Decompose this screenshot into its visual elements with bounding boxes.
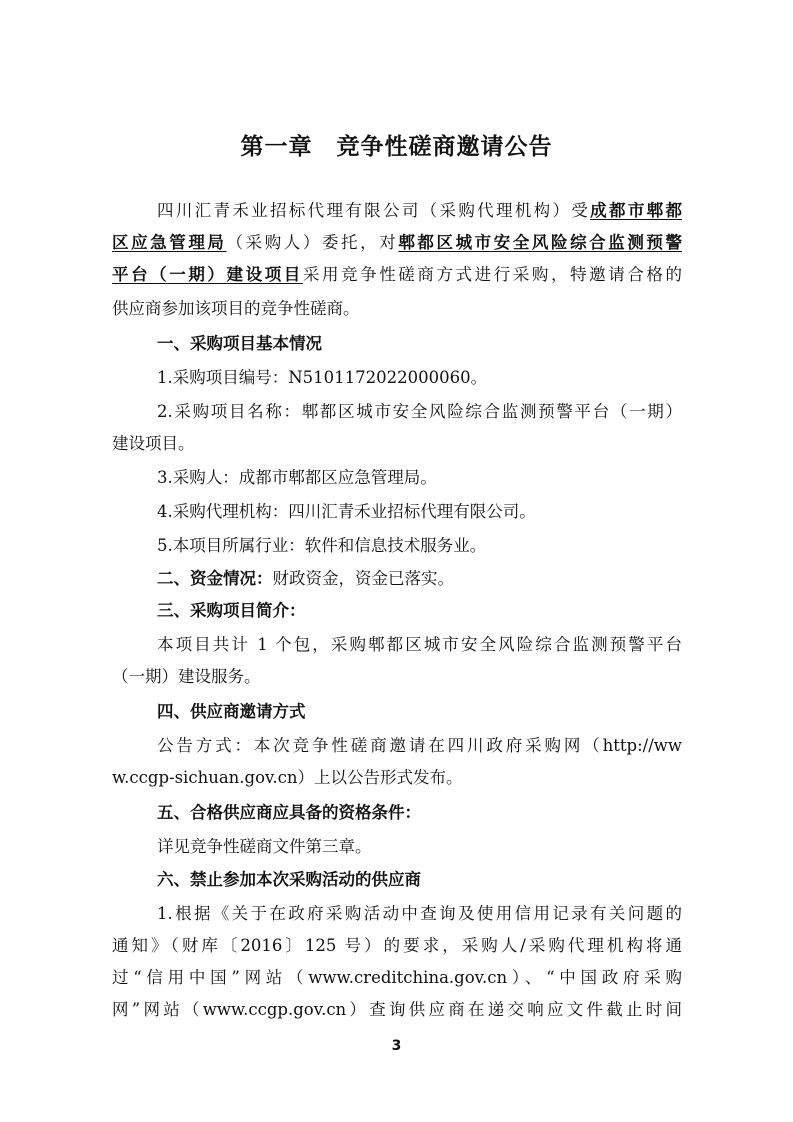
page-number: 3 <box>391 1038 402 1054</box>
intro-text: 四川汇青禾业招标代理有限公司（采购代理机构）受 <box>157 201 591 220</box>
section-text: 公告方式：本次竞争性磋商邀请在四川政府采购网（http://ww <box>157 736 682 755</box>
section-text: 财政资金，资金已落实。 <box>272 569 454 588</box>
section-text: 1.根据《关于在政府采购活动中查询及使用信用记录有关问题的 <box>157 904 682 923</box>
section-text: 详见竞争性磋商文件第三章。 <box>157 837 372 856</box>
list-item: 2.采购项目名称：郫都区城市安全风险综合监测预警平台（一期） <box>157 402 682 421</box>
project-name: 平台（一期）建设项目 <box>112 265 303 284</box>
list-item: 4.采购代理机构：四川汇青禾业招标代理有限公司。 <box>157 502 536 521</box>
intro-line-4: 供应商参加该项目的竞争性磋商。 <box>112 299 360 318</box>
section-heading: 五、合格供应商应具备的资格条件： <box>157 803 421 822</box>
list-item: 5.本项目所属行业：软件和信息技术服务业。 <box>157 536 487 555</box>
section-heading: 二、资金情况： <box>157 569 273 588</box>
section-2-line <box>157 568 682 590</box>
section-heading: 六、禁止参加本次采购活动的供应商 <box>157 870 421 889</box>
section-text: 本项目共计 1 个包，采购郫都区城市安全风险综合监测预警平台 <box>157 635 682 654</box>
section-text: （一期）建设服务。 <box>112 667 261 686</box>
list-item-continued: 建设项目。 <box>112 434 195 453</box>
chapter-title: 第一章 竞争性磋商邀请公告 <box>240 134 553 160</box>
list-item: 3.采购人：成都市郫都区应急管理局。 <box>157 468 437 487</box>
intro-text: 采用竞争性磋商方式进行采购，特邀请合格的 <box>302 265 682 284</box>
section-heading: 三、采购项目简介： <box>157 601 306 620</box>
section-text: 通知》（财库〔2016〕125 号）的要求，采购人/采购代理机构将通 <box>112 936 682 955</box>
intro-line-2 <box>112 232 682 254</box>
intro-line-3 <box>112 264 682 286</box>
intro-line-1 <box>157 200 682 222</box>
section-text: w.ccgp-sichuan.gov.cn）上以公告形式发布。 <box>112 768 463 787</box>
intro-text: （采购人）委托，对 <box>226 233 399 252</box>
section-text: 过“信用中国”网站（www.creditchina.gov.cn）、“中国政府采购 <box>112 968 682 987</box>
section-text: 网”网站（www.ccgp.gov.cn）查询供应商在递交响应文件截止时间 <box>112 1000 682 1019</box>
buyer-name: 成都市郫都 <box>590 201 682 220</box>
project-name: 郫都区城市安全风险综合监测预警 <box>398 233 682 252</box>
list-item: 1.采购项目编号：N5101172022000060。 <box>157 368 488 387</box>
buyer-name: 区应急管理局 <box>112 233 227 252</box>
section-heading: 一、采购项目基本情况 <box>157 334 322 353</box>
section-heading: 四、供应商邀请方式 <box>157 702 306 721</box>
